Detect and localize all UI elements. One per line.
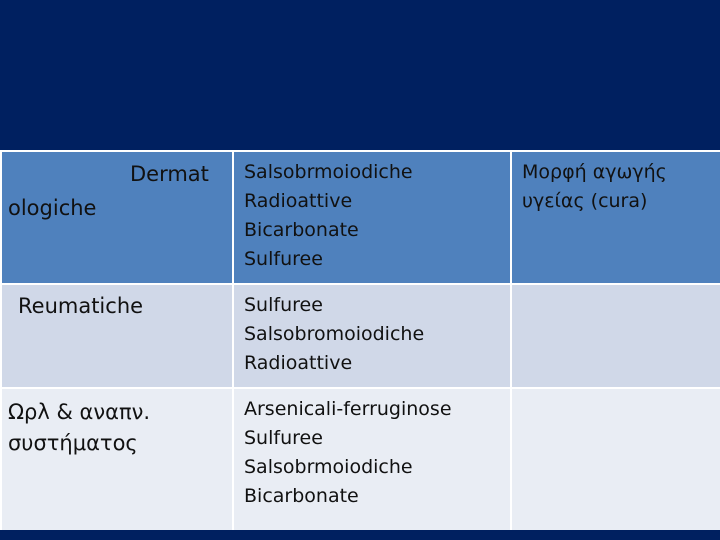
water-type: Bicarbonate <box>244 219 359 241</box>
cure-cell-empty <box>511 284 720 388</box>
water-type: Sulfuree <box>244 294 323 316</box>
bottom-strip <box>0 530 720 540</box>
waters-cell <box>233 151 511 284</box>
spa-waters-table <box>0 150 720 532</box>
category-cell <box>1 151 233 284</box>
cure-label-line: Μορφή αγωγής <box>522 161 667 183</box>
waters-cell <box>233 284 511 388</box>
water-type: Sulfuree <box>244 248 323 270</box>
category-cell <box>1 388 233 531</box>
cure-label-line: υγείας (cura) <box>522 190 648 212</box>
water-type: Radioattive <box>244 190 353 212</box>
table-row <box>1 284 720 388</box>
water-type: Radioattive <box>244 352 353 374</box>
category-label-part2: ologiche <box>8 196 97 220</box>
cure-cell-empty <box>511 388 720 531</box>
water-type: Sulfuree <box>244 427 323 449</box>
waters-cell <box>233 388 511 531</box>
category-cell <box>1 284 233 388</box>
water-type: Arsenicali-ferruginose <box>244 398 452 420</box>
category-label-line: συστήματος <box>8 431 138 455</box>
category-label-line: Ωρλ & αναπν. <box>8 400 150 424</box>
category-label: Reumatiche <box>18 294 144 318</box>
cure-cell <box>511 151 720 284</box>
water-type: Salsobromoiodiche <box>244 323 425 345</box>
water-type: Bicarbonate <box>244 485 359 507</box>
slide-title-area <box>0 0 720 150</box>
table-row <box>1 151 720 284</box>
water-type: Salsobrmoiodiche <box>244 456 413 478</box>
table-row <box>1 388 720 531</box>
category-label-part1: Dermat <box>130 162 209 186</box>
water-type: Salsobrmoiodiche <box>244 161 413 183</box>
